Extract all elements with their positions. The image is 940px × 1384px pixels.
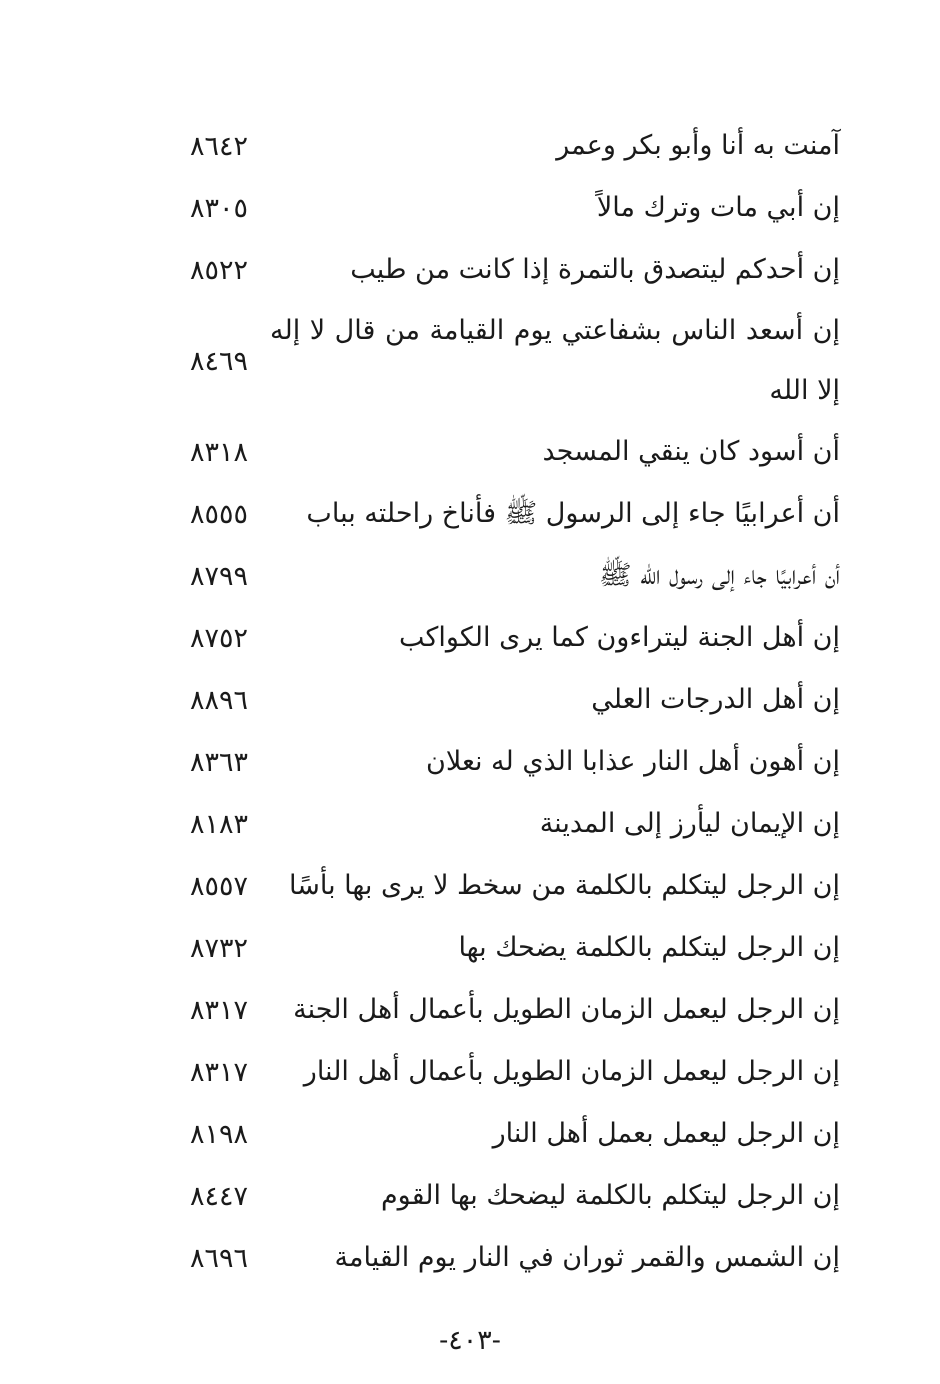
list-item (190, 979, 840, 1041)
hadith-text: إن أهل الدرجات العلي (591, 684, 840, 715)
hadith-text: أن أسود كان ينقي المسجد (542, 436, 840, 467)
hadith-number: ٨٤٦٩ (190, 345, 249, 377)
hadith-number: ٨٦٩٦ (190, 1242, 249, 1274)
hadith-text: إن الإيمان ليأرز إلى المدينة (539, 808, 840, 839)
hadith-text: إن الرجل ليعمل الزمان الطويل بأعمال أهل الجنة (293, 994, 840, 1025)
hadith-number: ٨٦٤٢ (190, 130, 249, 162)
list-item (190, 669, 840, 731)
list-item (190, 1041, 840, 1103)
hadith-number: ٨٤٤٧ (190, 1180, 249, 1212)
hadith-number: ٨٧٥٢ (190, 622, 249, 654)
hadith-text: إن الرجل ليعمل بعمل أهل النار (492, 1118, 840, 1149)
hadith-text: أن أعرابيًا جاء إلى الرسول ﷺ فأناخ راحلته بباب (306, 498, 840, 529)
hadith-text: إن أسعد الناس بشفاعتي يوم القيامة من قال لا إله إلا الله (270, 315, 840, 406)
list-item (190, 793, 840, 855)
hadith-text: أن أعرابيًا جاء إلى رسول الله ﷺ (599, 560, 840, 591)
list-item (190, 1103, 840, 1165)
hadith-text: إن الرجل ليعمل الزمان الطويل بأعمال أهل النار (303, 1056, 840, 1087)
list-item (190, 1165, 840, 1227)
list-item (190, 1227, 840, 1289)
list-item (190, 239, 840, 301)
hadith-text: إن أبي مات وترك مالاً (596, 192, 840, 223)
hadith-number: ٨٣٦٣ (190, 746, 249, 778)
hadith-text: إن أهل الجنة ليتراءون كما يرى الكواكب (399, 622, 840, 653)
hadith-number: ٨٣١٧ (190, 994, 249, 1026)
hadith-text: إن الرجل ليتكلم بالكلمة من سخط لا يرى بها بأسًا (289, 870, 840, 901)
list-item (190, 855, 840, 917)
hadith-text: إن الرجل ليتكلم بالكلمة ليضحك بها القوم (380, 1180, 840, 1211)
hadith-number: ٨٧٩٩ (190, 560, 249, 592)
hadith-number: ٨٥٥٧ (190, 870, 249, 902)
hadith-text: إن أحدكم ليتصدق بالتمرة إذا كانت من طيب (350, 254, 840, 285)
list-item (190, 607, 840, 669)
hadith-number: ٨٥٢٢ (190, 254, 249, 286)
hadith-text: إن الشمس والقمر ثوران في النار يوم القيامة (334, 1242, 840, 1273)
list-item (190, 545, 840, 607)
hadith-index-list (190, 115, 840, 1289)
list-item (190, 115, 840, 177)
list-item (190, 483, 840, 545)
list-item (190, 177, 840, 239)
hadith-number: ٨٥٥٥ (190, 498, 249, 530)
hadith-number: ٨١٨٣ (190, 808, 249, 840)
list-item (190, 917, 840, 979)
list-item (190, 421, 840, 483)
hadith-number: ٨٣٠٥ (190, 192, 249, 224)
hadith-text: إن أهون أهل النار عذابا الذي له نعلان (426, 746, 840, 777)
hadith-number: ٨١٩٨ (190, 1118, 249, 1150)
hadith-number: ٨٣١٧ (190, 1056, 249, 1088)
hadith-number: ٨٨٩٦ (190, 684, 249, 716)
hadith-text: إن الرجل ليتكلم بالكلمة يضحك بها (458, 932, 840, 963)
list-item (190, 731, 840, 793)
list-item (190, 301, 840, 421)
page-number: -٤٠٣- (439, 1325, 501, 1356)
hadith-number: ٨٧٣٢ (190, 932, 249, 964)
hadith-text: آمنت به أنا وأبو بكر وعمر (556, 130, 840, 161)
hadith-number: ٨٣١٨ (190, 436, 249, 468)
